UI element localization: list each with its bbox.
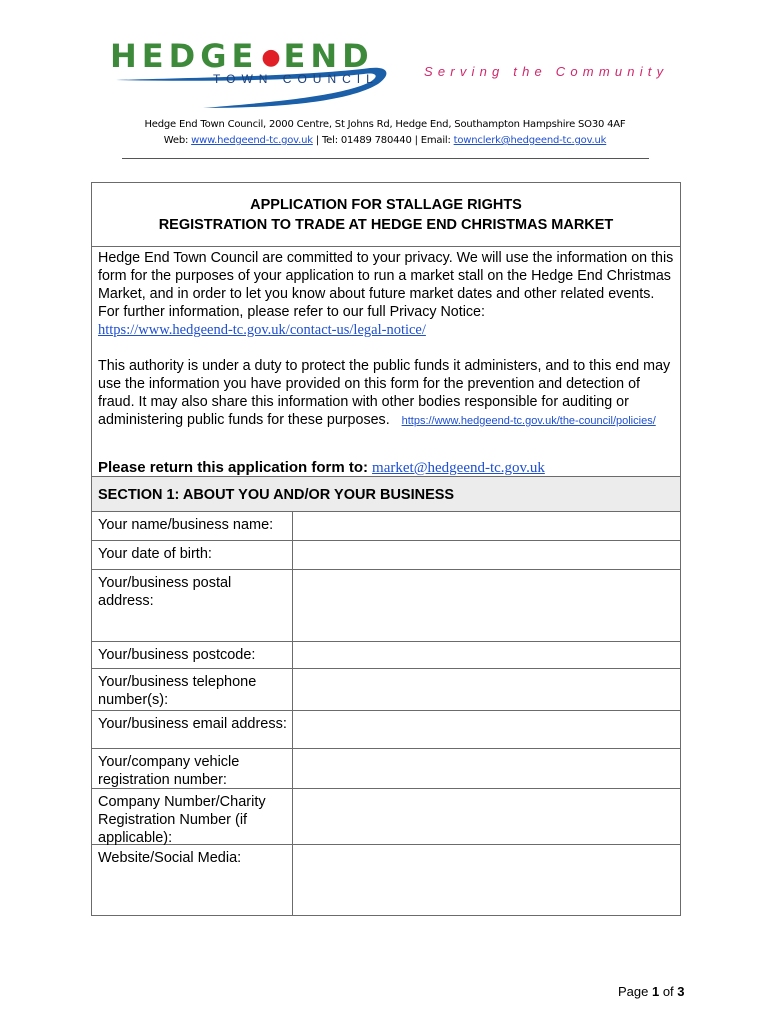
vehicle-label: Your/company vehicle registration number: <box>98 754 240 788</box>
dob-field[interactable] <box>292 541 680 569</box>
name-label: Your name/business name: <box>98 517 274 533</box>
form-row-email <box>92 711 680 749</box>
telephone-field[interactable] <box>292 669 680 710</box>
tagline: Serving the Community <box>424 64 669 79</box>
company-number-field[interactable] <box>292 789 680 844</box>
postcode-label: Your/business postcode: <box>98 647 256 663</box>
email-label: Your/business email address: <box>98 716 287 732</box>
privacy-statement: Hedge End Town Council are committed to your privacy. We will use the information on this form for the purposes of your application to run a market stall on the Hedge End Christmas Market, and in order to let you know about future market dates and other related events. For further information, please refer to our full Privacy Notice: https://www.hedgeend-tc.gov.uk/contact-us/legal-notice/ <box>98 250 674 338</box>
address-field[interactable] <box>292 570 680 641</box>
email-field[interactable] <box>292 711 680 748</box>
company-number-label: Company Number/Charity Registration Number (if applicable): <box>98 794 266 846</box>
form-row-company-number <box>92 789 680 845</box>
policies-link[interactable]: https://www.hedgeend-tc.gov.uk/the-council/policies/ <box>401 415 656 427</box>
form-row-dob <box>92 541 680 570</box>
dob-label: Your date of birth: <box>98 546 212 562</box>
logo-wordmark: HEDGE ●END <box>110 37 374 75</box>
council-contact-line: Web: www.hedgeend-tc.gov.uk | Tel: 01489 780440 | Email: townclerk@hedgeend-tc.gov.uk <box>163 135 607 146</box>
section-1-header <box>92 476 680 512</box>
postcode-field[interactable] <box>292 642 680 668</box>
form-row-vehicle <box>92 749 680 789</box>
website-field[interactable] <box>292 845 680 915</box>
address-label: Your/business postal address: <box>98 575 232 609</box>
form-title-box <box>92 183 680 247</box>
email-link[interactable]: townclerk@hedgeend-tc.gov.uk <box>453 135 607 146</box>
return-instructions: Please return this application form to: market@hedgeend-tc.gov.uk <box>98 459 545 476</box>
fraud-statement: This authority is under a duty to protect the public funds it administers, and to this end may use the information you have provided on this form for the prevention and detection of fraud. It may also share this information with other bodies responsible for auditing or administering public funds for these purposes. https://www.hedgeend-tc.gov.uk/the-council/policies/ <box>98 358 671 428</box>
application-form <box>91 182 681 916</box>
website-label: Website/Social Media: <box>98 850 242 866</box>
council-address: Hedge End Town Council, 2000 Centre, St Johns Rd, Hedge End, Southampton Hampshire SO30 4AF <box>144 119 626 130</box>
council-logo <box>108 38 398 108</box>
website-link[interactable]: www.hedgeend-tc.gov.uk <box>191 135 313 146</box>
telephone-label: Your/business telephone number(s): <box>98 674 257 708</box>
form-row-address <box>92 570 680 642</box>
page-number: Page 1 of 3 <box>618 984 685 999</box>
header-divider <box>122 158 649 159</box>
vehicle-field[interactable] <box>292 749 680 788</box>
logo-subtitle: TOWN COUNCIL <box>213 72 379 86</box>
name-field[interactable] <box>292 512 680 540</box>
form-title: APPLICATION FOR STALLAGE RIGHTS <box>250 197 522 213</box>
section-1-title: SECTION 1: ABOUT YOU AND/OR YOUR BUSINESS <box>98 487 455 503</box>
form-subtitle: REGISTRATION TO TRADE AT HEDGE END CHRISTMAS MARKET <box>158 217 614 233</box>
form-row-telephone <box>92 669 680 711</box>
form-row-postcode <box>92 642 680 669</box>
privacy-notice-link[interactable]: https://www.hedgeend-tc.gov.uk/contact-us/legal-notice/ <box>98 322 426 338</box>
return-email-link[interactable]: market@hedgeend-tc.gov.uk <box>372 460 545 476</box>
form-row-name <box>92 512 680 541</box>
form-row-website <box>92 845 680 915</box>
